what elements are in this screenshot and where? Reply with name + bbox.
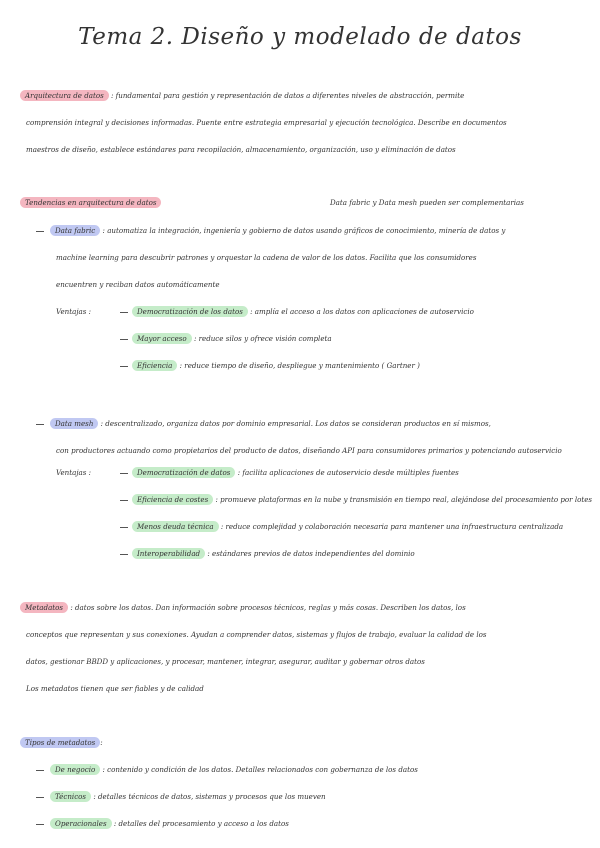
mesh-line-1	[50, 418, 491, 430]
bullet-dash	[36, 824, 44, 825]
mesh-ventaja-3-text: : reduce complejidad y colaboración necesaria para mantener una infraestructura centralizada	[220, 522, 564, 531]
bullet-dash	[120, 500, 128, 501]
bullet-dash	[120, 527, 128, 528]
fabric-ventajas-label: Ventajas :	[56, 307, 92, 316]
mesh-ventaja-1	[132, 467, 459, 479]
mesh-ventaja-4-text: : estándares previos de datos independientes del dominio	[207, 549, 415, 558]
arquitectura-line-2: comprensión integral y decisiones informadas. Puente entre estrategia empresarial y ejecución tecnológica. Describe en documentos	[26, 118, 507, 127]
metadatos-text-1: : datos sobre los datos. Dan información sobre procesos técnicos, reglas y más cosas. Describen los datos, los	[70, 603, 466, 612]
metadatos-line-1	[20, 602, 466, 614]
fabric-line-3: encuentren y reciban datos automáticamente	[56, 280, 220, 289]
arquitectura-text-1: : fundamental para gestión y representación de datos a diferentes niveles de abstracción, permite	[111, 91, 465, 100]
fabric-ventaja-1-label: Democratización de los datos	[132, 306, 248, 317]
tipo-3	[50, 818, 289, 830]
mesh-ventaja-2-text: : promueve plataformas en la nube y transmisión en tiempo real, alejándose del procesamiento por lotes	[215, 495, 593, 504]
fabric-ventaja-3-text: : reduce tiempo de diseño, despliegue y mantenimiento ( Gartner )	[179, 361, 420, 370]
bullet-dash	[36, 770, 44, 771]
mesh-line-2: con productores actuando como propietarios del producto de datos, diseñando API para consumidores primarios y potenciando autoservicio	[56, 446, 562, 455]
tipo-1-label: De negocio	[50, 764, 100, 775]
tipo-1	[50, 764, 418, 776]
tendencias-heading-line	[20, 197, 161, 209]
mesh-heading: Data mesh	[50, 418, 98, 429]
metadatos-line-4: Los metadatos tienen que ser fiables y de calidad	[26, 684, 204, 693]
fabric-line-2: machine learning para descubrir patrones y orquestar la cadena de valor de los datos. Facilita que los consumidores	[56, 253, 477, 262]
fabric-ventaja-2-label: Mayor acceso	[132, 333, 192, 344]
tipo-1-text: : contenido y condición de los datos. Detalles relacionados con gobernanza de los datos	[102, 765, 418, 774]
fabric-ventaja-1	[132, 306, 474, 318]
fabric-line-1	[50, 225, 505, 237]
fabric-ventaja-1-text: : amplía el acceso a los datos con aplicaciones de autoservicio	[250, 307, 474, 316]
tipo-2-label: Técnicos	[50, 791, 91, 802]
fabric-heading: Data fabric	[50, 225, 100, 236]
bullet-dash	[120, 366, 128, 367]
fabric-text-1: : automatiza la integración, ingeniería y gobierno de datos usando gráficos de conocimiento, minería de datos y	[102, 226, 506, 235]
mesh-ventaja-4	[132, 548, 415, 560]
mesh-ventaja-4-label: Interoperabilidad	[132, 548, 205, 559]
tipo-3-label: Operacionales	[50, 818, 112, 829]
mesh-ventaja-3-label: Menos deuda técnica	[132, 521, 219, 532]
tendencias-note: Data fabric y Data mesh pueden ser complementarias	[330, 198, 524, 207]
tipo-2	[50, 791, 326, 803]
bullet-dash	[120, 473, 128, 474]
tipo-2-text: : detalles técnicos de datos, sistemas y procesos que los mueven	[93, 792, 326, 801]
metadatos-heading: Metadatos	[20, 602, 68, 613]
fabric-ventaja-3-label: Eficiencia	[132, 360, 177, 371]
mesh-ventaja-1-text: : facilita aplicaciones de autoservicio desde múltiples fuentes	[237, 468, 459, 477]
mesh-ventaja-2-label: Eficiencia de costes	[132, 494, 213, 505]
mesh-ventaja-2	[132, 494, 592, 506]
tendencias-heading: Tendencias en arquitectura de datos	[20, 197, 161, 208]
tipos-heading-line	[20, 737, 103, 749]
tipos-heading-suffix: :	[100, 738, 103, 747]
fabric-ventaja-2-text: : reduce silos y ofrece visión completa	[193, 334, 332, 343]
tipos-heading: Tipos de metadatos	[20, 737, 100, 748]
arquitectura-heading: Arquitectura de datos	[20, 90, 109, 101]
bullet-dash	[36, 797, 44, 798]
fabric-ventaja-2	[132, 333, 332, 345]
fabric-ventaja-3	[132, 360, 420, 372]
page-title: Tema 2. Diseño y modelado de datos	[78, 24, 522, 50]
arquitectura-line-3: maestros de diseño, establece estándares para recopilación, almacenamiento, organización, uso y eliminación de datos	[26, 145, 456, 154]
mesh-ventaja-3	[132, 521, 563, 533]
bullet-dash	[120, 312, 128, 313]
metadatos-line-3: datos, gestionar BBDD y aplicaciones, y procesar, mantener, integrar, asegurar, auditar y gobernar otros datos	[26, 657, 425, 666]
bullet-dash	[36, 424, 44, 425]
bullet-dash	[120, 339, 128, 340]
bullet-dash	[36, 231, 44, 232]
tipo-3-text: : detalles del procesamiento y acceso a los datos	[113, 819, 289, 828]
mesh-ventaja-1-label: Democratización de datos	[132, 467, 235, 478]
mesh-ventajas-label: Ventajas :	[56, 468, 92, 477]
metadatos-line-2: conceptos que representan y sus conexiones. Ayudan a comprender datos, sistemas y flujos de trabajo, evaluar la calidad de los	[26, 630, 487, 639]
arquitectura-line-1	[20, 90, 464, 102]
bullet-dash	[120, 554, 128, 555]
mesh-text-1: : descentralizado, organiza datos por dominio empresarial. Los datos se consideran productos en sí mismos,	[100, 419, 491, 428]
